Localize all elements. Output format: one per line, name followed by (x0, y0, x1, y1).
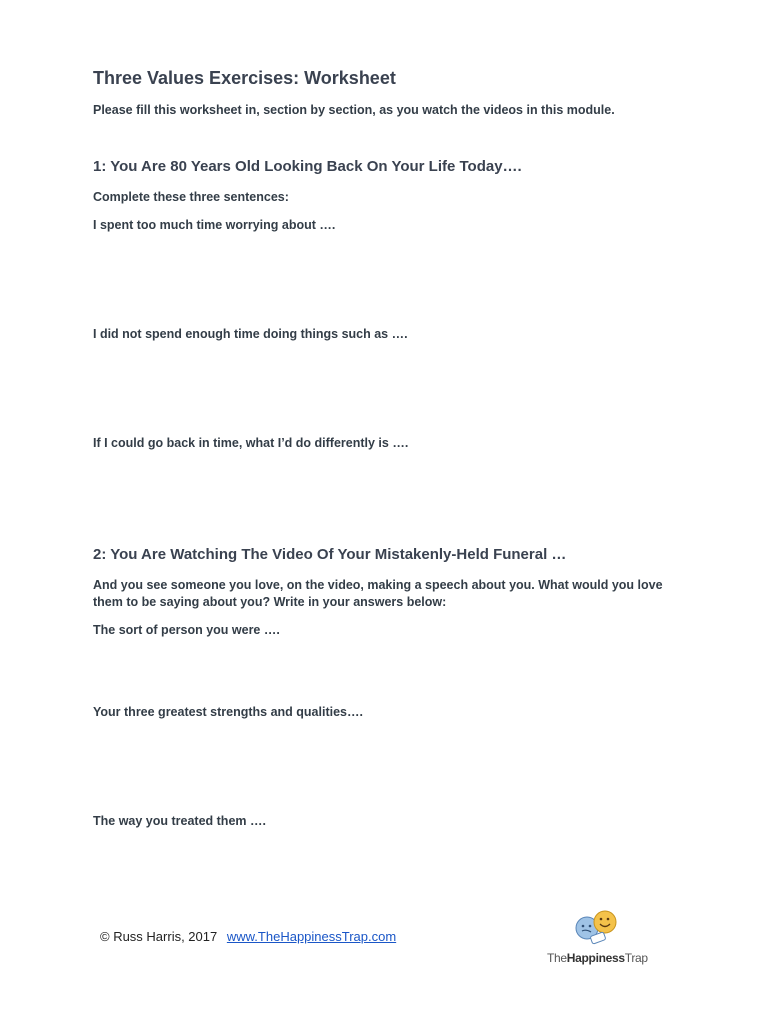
section-2-prompt-3: The way you treated them …. (93, 814, 266, 828)
smiley-faces-icon (545, 908, 655, 952)
section-2-heading: 2: You Are Watching The Video Of Your Mistakenly-Held Funeral … (93, 546, 567, 563)
section-2-prompt-1: The sort of person you were …. (93, 623, 280, 637)
section-1-prompt-2: I did not spend enough time doing things such as …. (93, 327, 408, 341)
section-1-prompt-1: I spent too much time worrying about …. (93, 218, 336, 232)
section-2-prompt-2: Your three greatest strengths and qualities…. (93, 705, 363, 719)
section-1-heading: 1: You Are 80 Years Old Looking Back On Your Life Today…. (93, 158, 522, 175)
section-2-instruction: And you see someone you love, on the video, making a speech about you. What would you love them to be saying about you? Write in your answers below: (93, 578, 663, 609)
section-1-instruction: Complete these three sentences: (93, 190, 289, 204)
section-1-prompt-3: If I could go back in time, what I’d do differently is …. (93, 436, 409, 450)
happiness-trap-logo (545, 908, 655, 968)
copyright-text: © Russ Harris, 2017 (100, 929, 218, 944)
website-link[interactable]: www.TheHappinessTrap.com (226, 929, 397, 944)
intro-text: Please fill this worksheet in, section by section, as you watch the videos in this module. (93, 103, 615, 117)
footer (100, 929, 396, 944)
worksheet-title: Three Values Exercises: Worksheet (93, 68, 396, 88)
logo-text: TheHappinessTrap (547, 951, 648, 965)
